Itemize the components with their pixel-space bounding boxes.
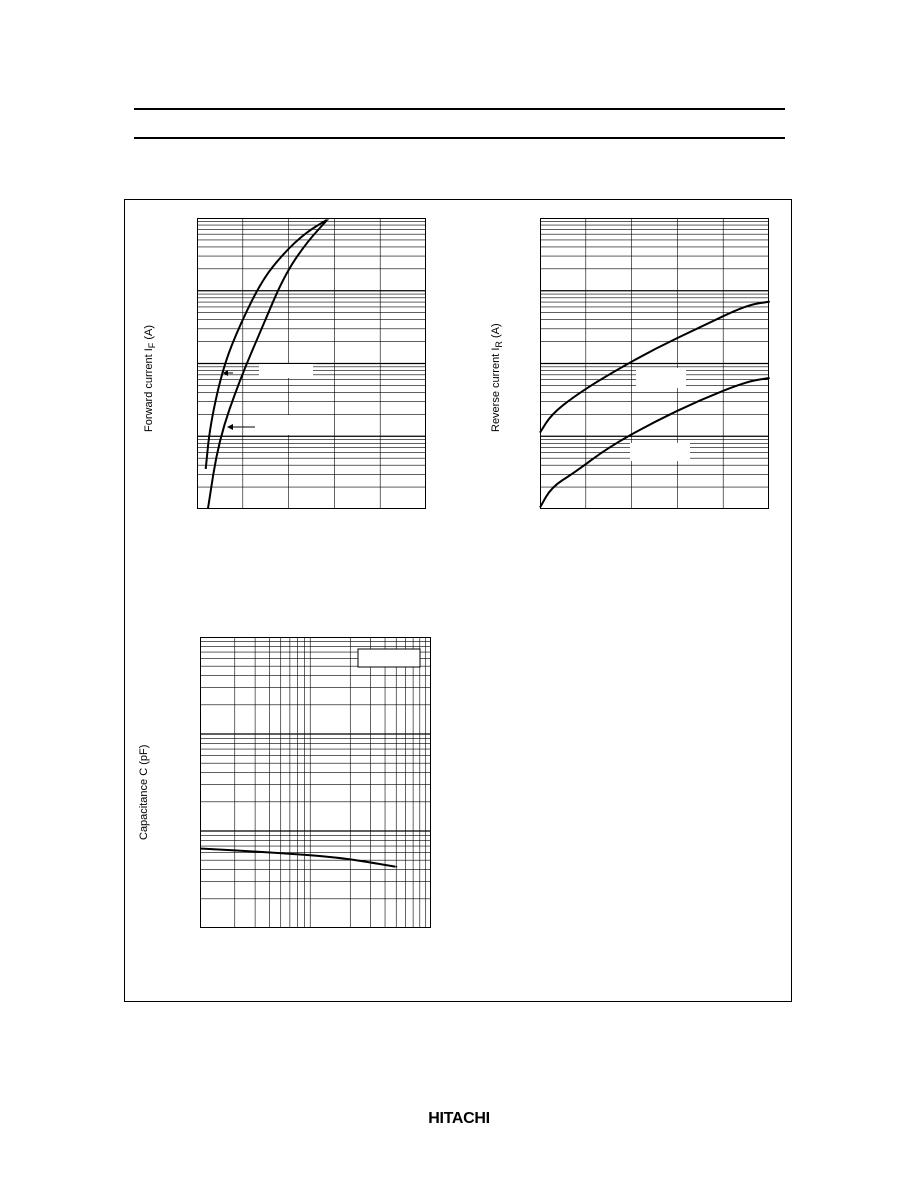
top-rule — [134, 108, 785, 110]
reverse-current-y-symbol: I — [490, 347, 502, 351]
capacitance-y-symbol: C — [138, 767, 150, 776]
reverse-current-y-label — [490, 323, 502, 432]
capacitance-y-unit: (pF) — [138, 744, 150, 765]
forward-current-y-label — [143, 325, 155, 432]
reverse-series-1-line — [540, 302, 769, 433]
capacitance-y-label-text: Capacitance — [138, 778, 150, 840]
forward-current-y-unit: (A) — [143, 325, 155, 340]
reverse-current-chart — [540, 218, 769, 509]
header-rule — [134, 137, 785, 139]
capacitance-annotation-box — [358, 649, 420, 667]
forward-current-chart — [197, 218, 426, 509]
forward-current-y-symbol: I — [143, 348, 155, 352]
reverse-current-y-subscript: R — [494, 341, 504, 348]
forward-current-y-subscript: F — [147, 342, 157, 349]
capacitance-series-1-line — [200, 849, 396, 867]
capacitance-y-label — [138, 745, 150, 840]
forward-current-y-label-text: Forward current — [143, 354, 155, 432]
capacitance-chart — [200, 637, 431, 928]
reverse-annotation-box — [630, 443, 690, 461]
forward-annotation-box — [259, 364, 313, 378]
forward-annotation-box — [259, 415, 323, 435]
hitachi-logo: HITACHI — [428, 1110, 490, 1127]
reverse-current-y-label-text: Reverse current — [490, 353, 502, 432]
reverse-annotation-box — [636, 368, 686, 388]
forward-arrowhead — [227, 424, 233, 430]
reverse-current-y-unit: (A) — [490, 323, 502, 339]
